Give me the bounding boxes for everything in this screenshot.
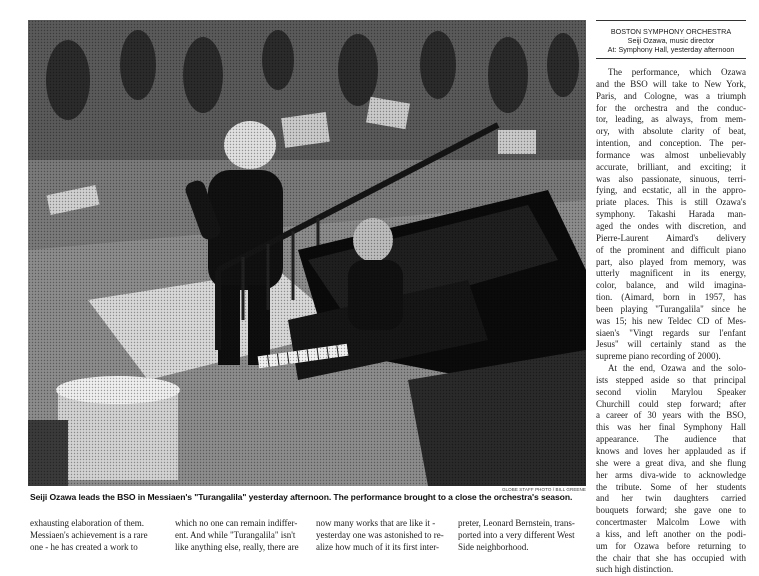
text-line: was 15; his new Teldec CD of Mes- bbox=[596, 315, 746, 326]
concert-photo bbox=[28, 20, 586, 486]
text-line: intention, and conception. The per- bbox=[596, 138, 746, 149]
text-line: appearance. The audience that bbox=[596, 434, 746, 445]
text-line: ory, with absolute clarity of beat, bbox=[596, 126, 746, 137]
text-line: color, balance, and wild imagina- bbox=[596, 280, 746, 291]
text-line: one - he has created a work to bbox=[30, 542, 138, 552]
text-line: Paris, and Cologne, was a triumph bbox=[596, 90, 746, 101]
review-body bbox=[596, 67, 746, 576]
text-line: second violin Marylou Speaker bbox=[596, 386, 746, 397]
text-line: Jesus" will certainly stand as the bbox=[596, 339, 746, 350]
text-line: which no one can remain indiffer- bbox=[175, 518, 298, 528]
text-line: was also passionate, sinuous, terri- bbox=[596, 173, 746, 184]
photo-caption: Seiji Ozawa leads the BSO in Messiaen's "Turangalila" yesterday afternoon. The performance brought to a close the orchestra's season. bbox=[30, 492, 573, 502]
text-line: supreme piano recording of 2000). bbox=[596, 351, 721, 362]
article-column-1 bbox=[30, 517, 162, 563]
text-line: a kiss, and left another on the podi- bbox=[596, 528, 746, 539]
photo-credit: GLOBE STAFF PHOTO / BILL GREENE bbox=[501, 487, 586, 492]
text-line: her arms diva-wide to acknowledge bbox=[596, 469, 746, 480]
text-line: Churchill could step forward; after bbox=[596, 398, 746, 409]
divider bbox=[596, 58, 746, 59]
text-line: Side neighborhood. bbox=[458, 542, 529, 552]
text-line: and her twin daughters carried bbox=[596, 493, 746, 504]
text-line: preter, Leonard Bernstein, trans- bbox=[458, 518, 575, 528]
text-line: um for Ozawa before returning to bbox=[596, 540, 746, 551]
text-line: the tribute. Some of her students bbox=[596, 481, 746, 492]
text-line: of the prominent and difficult piano bbox=[596, 244, 746, 255]
article-column-2 bbox=[175, 517, 305, 563]
text-line: ported into a very different West bbox=[458, 530, 575, 540]
text-line: fying, and ecstatic, all in the appro- bbox=[596, 185, 746, 196]
text-line: knows and loves her applauded as if bbox=[596, 446, 746, 456]
text-line: now many works that are like it - bbox=[316, 518, 436, 528]
text-line: alize how much of it its first inter- bbox=[316, 542, 440, 552]
text-line: aged the ondes with discretion, and bbox=[596, 220, 746, 231]
article-column-4 bbox=[458, 517, 588, 563]
text-line: priate places. This is still Ozawa's bbox=[596, 197, 746, 208]
text-line: bouquets forward; she gave one to bbox=[596, 505, 746, 516]
text-line: this was her final Symphony Hall bbox=[596, 422, 746, 433]
text-line: yesterday one was astonished to re- bbox=[316, 530, 444, 540]
divider bbox=[596, 20, 746, 21]
review-sidebar bbox=[596, 20, 746, 576]
orchestra-scene-image bbox=[28, 20, 586, 486]
text-line: been playing "Turangalila" since he bbox=[596, 303, 746, 314]
text-line: Pierre-Laurent Aimard's delivery bbox=[596, 232, 746, 243]
text-line: a career of 30 years with the BSO, bbox=[596, 410, 746, 421]
review-venue: At: Symphony Hall, yesterday afternoon bbox=[607, 45, 735, 54]
review-ensemble: BOSTON SYMPHONY ORCHESTRA bbox=[610, 27, 732, 36]
text-line: she were a great diva, and she flung bbox=[596, 457, 746, 468]
text-line: utterly magnificent in its energy, bbox=[596, 268, 746, 279]
text-line: Messiaen's achievement is a rare bbox=[30, 530, 148, 540]
text-line: ists stepped aside so that principal bbox=[596, 374, 746, 385]
text-line: like anything else, really, there are bbox=[175, 542, 299, 552]
text-line: exhausting elaboration of them. bbox=[30, 518, 144, 528]
text-line: symphony. Takashi Harada man- bbox=[596, 209, 746, 220]
text-line: accurate, brilliant, and exciting; it bbox=[596, 161, 746, 172]
text-line: tion. (Aimard, born in 1957, has bbox=[596, 292, 746, 303]
text-line: The performance, which Ozawa bbox=[608, 67, 746, 77]
text-line: At the end, Ozawa and the solo- bbox=[608, 363, 746, 374]
text-line: the chair that she has occupied with bbox=[596, 552, 746, 563]
text-line: formance was almost unbelievably bbox=[596, 149, 746, 160]
text-line: such high distinction. bbox=[596, 564, 674, 575]
text-line: siaen's "Vingt regards sur l'enfant bbox=[596, 327, 746, 338]
text-line: ent. And while "Turangalila" isn't bbox=[175, 530, 296, 540]
review-director: Seiji Ozawa, music director bbox=[627, 36, 715, 45]
text-line: concertmaster Malcolm Lowe with bbox=[596, 517, 746, 528]
text-line: for the orchestra and the conduc- bbox=[596, 102, 746, 113]
text-line: and the BSO will take to New York, bbox=[596, 78, 746, 89]
text-line: part, also played from memory, was bbox=[596, 256, 746, 267]
text-line: tor, leading, as always, from mem- bbox=[596, 114, 746, 125]
article-column-3 bbox=[316, 517, 446, 563]
